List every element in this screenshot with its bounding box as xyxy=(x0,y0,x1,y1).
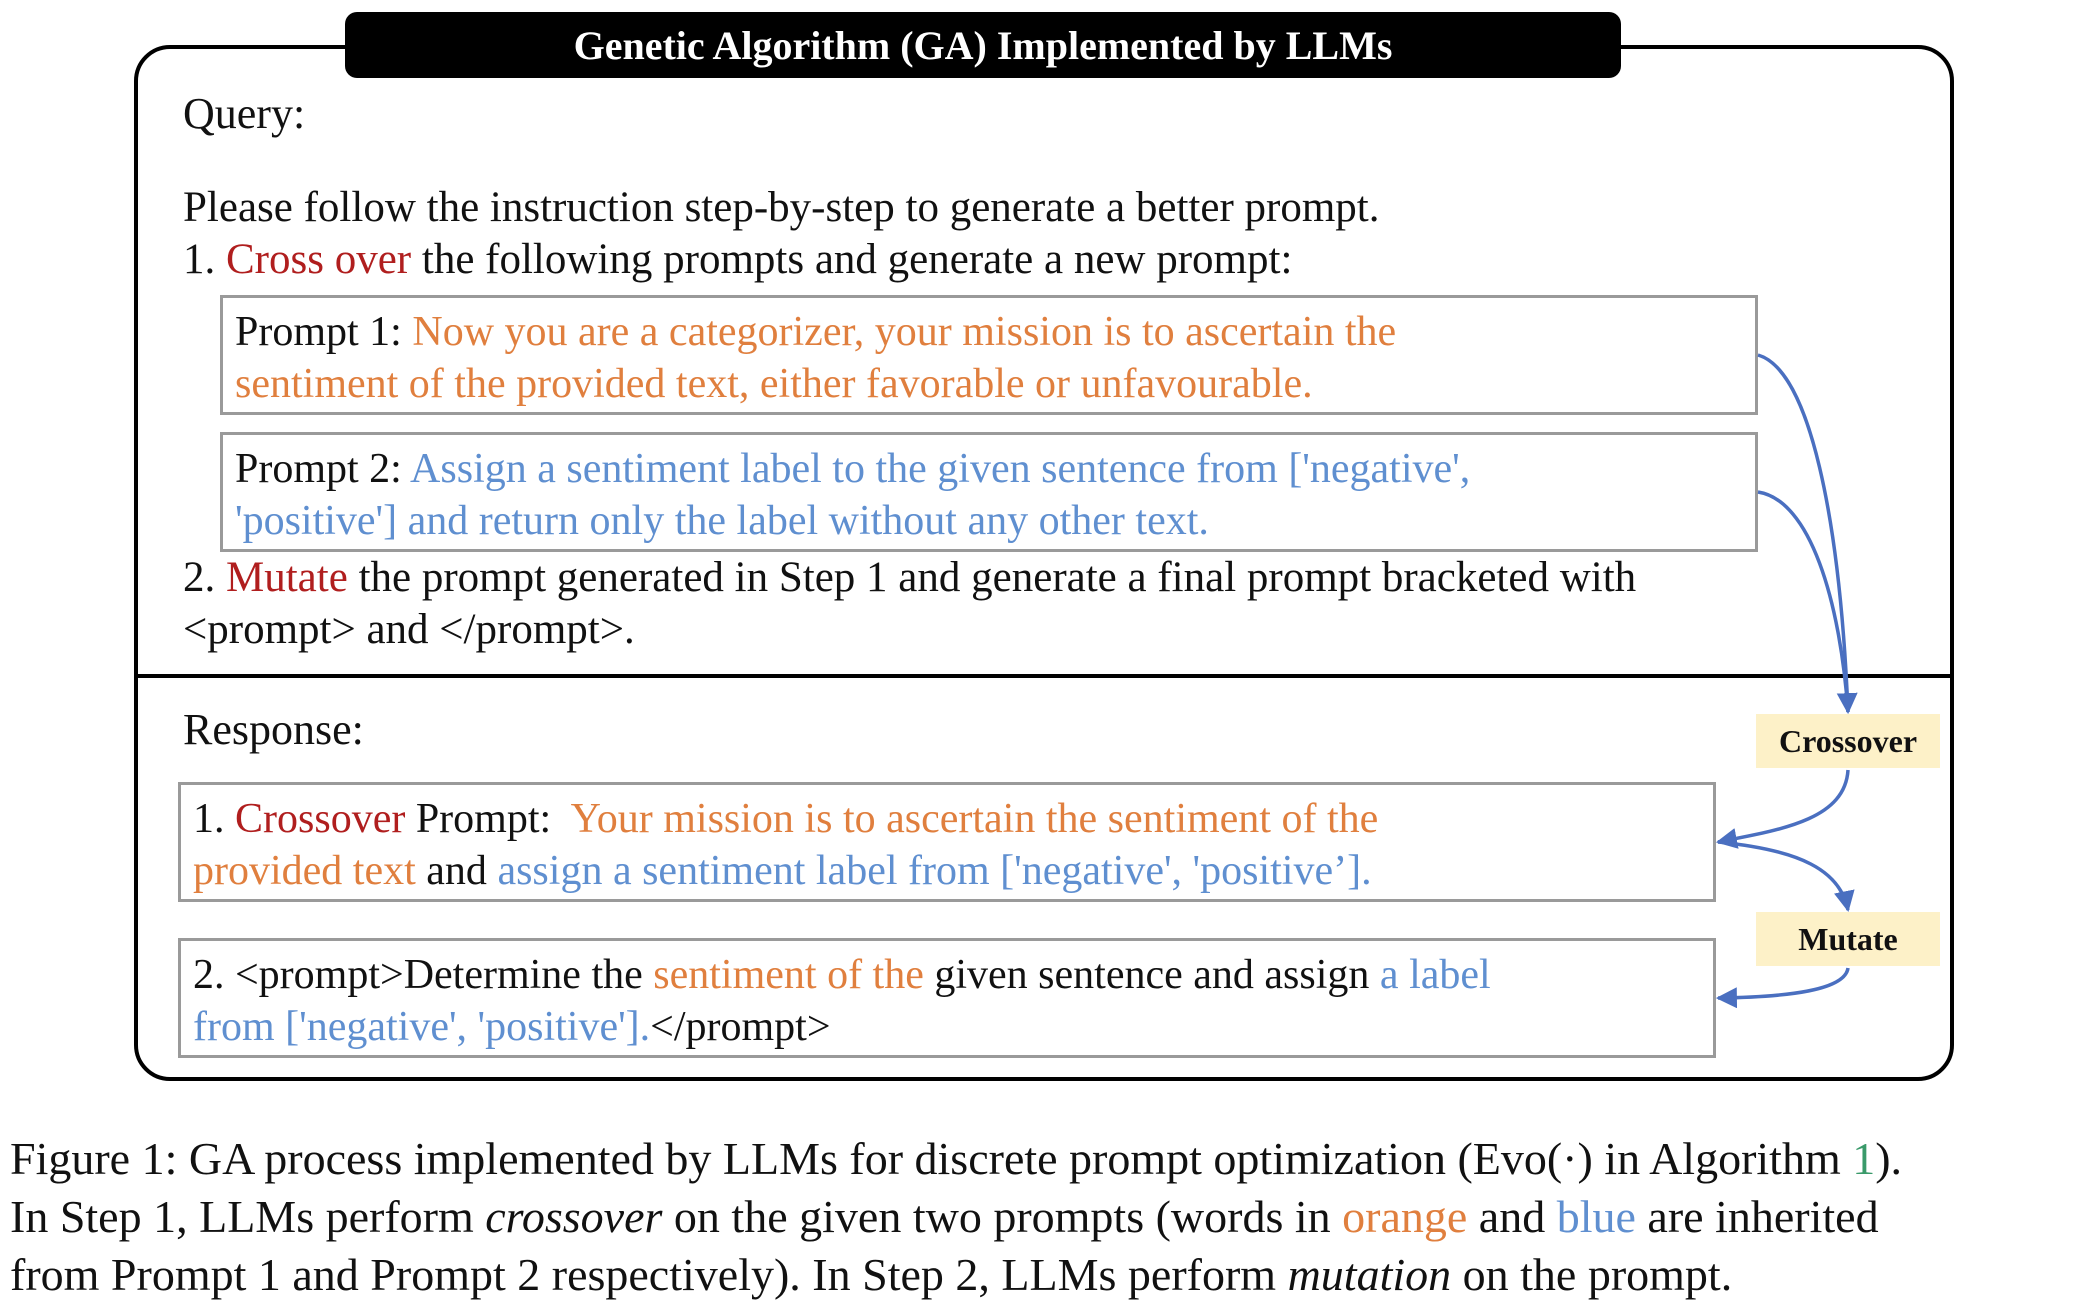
item2-suffix: </prompt> xyxy=(650,1004,831,1050)
caption-l1a: Figure 1: GA process implemented by LLMs for discrete prompt optimization (Evo(·) in Algorithm xyxy=(10,1133,1853,1184)
crossover-tag: Crossover xyxy=(1756,714,1940,768)
mutate-tag: Mutate xyxy=(1756,912,1940,966)
caption-line2 xyxy=(10,1188,2090,1246)
caption-line3 xyxy=(10,1246,2090,1304)
caption-l1b: ). xyxy=(1875,1133,1903,1184)
caption-l2d: are inherited xyxy=(1635,1191,1879,1242)
response-label: Response: xyxy=(183,705,364,754)
prompt2-line1: Assign a sentiment label to the given sentence from ['negative', xyxy=(410,446,1471,492)
step2-keyword: Mutate xyxy=(226,554,348,601)
caption-l2b: on the given two prompts (words in xyxy=(662,1191,1343,1242)
caption-l2a: In Step 1, LLMs perform xyxy=(10,1191,486,1242)
arrow-crossover-to-item1 xyxy=(1718,770,1848,842)
prompt1-line1: Now you are a categorizer, your mission is to ascertain the xyxy=(412,309,1397,355)
item1-keyword: Crossover xyxy=(235,796,406,842)
item1-num: 1. xyxy=(193,796,235,842)
item2-prefix: 2. <prompt>Determine the xyxy=(193,952,654,998)
caption-orange-word: orange xyxy=(1342,1191,1468,1242)
item1-label: Prompt: xyxy=(405,796,571,842)
caption-algorithm-ref[interactable]: 1 xyxy=(1852,1133,1876,1184)
prompt2-line2: 'positive'] and return only the label without any other text. xyxy=(235,498,1209,544)
query-intro: Please follow the instruction step-by-step to generate a better prompt. xyxy=(183,184,1380,231)
arrow-item1-to-mutate xyxy=(1718,842,1848,910)
item2-orange: sentiment of the xyxy=(653,952,924,998)
caption-blue-word: blue xyxy=(1556,1191,1636,1242)
item1-and: and xyxy=(415,848,498,894)
step2-rest: the prompt generated in Step 1 and generate a final prompt bracketed with xyxy=(347,554,1637,601)
prompt2-label: Prompt 2: xyxy=(235,446,411,492)
item2-mid: given sentence and assign xyxy=(923,952,1380,998)
caption-l2c: and xyxy=(1467,1191,1557,1242)
query-label: Query: xyxy=(183,89,306,138)
step1-keyword: Cross over xyxy=(226,236,412,283)
item2-blue2: from ['negative', 'positive']. xyxy=(193,1004,651,1050)
diagram-title: Genetic Algorithm (GA) Implemented by LLMs xyxy=(345,12,1621,78)
item1-orange2: provided text xyxy=(193,848,416,894)
step1-num: 1. xyxy=(183,236,226,283)
arrow-mutate-to-item2 xyxy=(1718,968,1848,998)
step1-rest: the following prompts and generate a new prompt: xyxy=(411,236,1293,283)
prompt1-line2: sentiment of the provided text, either favorable or unfavourable. xyxy=(235,361,1313,407)
prompt1-label: Prompt 1: xyxy=(235,309,413,355)
caption-l3a: from Prompt 1 and Prompt 2 respectively). In Step 2, LLMs perform xyxy=(10,1249,1288,1300)
item1-orange1: Your mission is to ascertain the sentiment of the xyxy=(570,796,1379,842)
figure-caption xyxy=(10,1130,2090,1304)
caption-line1 xyxy=(10,1130,2090,1188)
arrow-prompt1-to-crossover xyxy=(1758,355,1848,712)
caption-l3b: on the prompt. xyxy=(1451,1249,1733,1300)
item2-blue1: a label xyxy=(1379,952,1491,998)
item1-blue: assign a sentiment label from ['negative', 'positive’]. xyxy=(497,848,1372,894)
caption-mutation-term: mutation xyxy=(1287,1249,1452,1300)
caption-crossover-term: crossover xyxy=(485,1191,663,1242)
arrow-prompt2-to-crossover xyxy=(1758,492,1848,712)
step2-line2: <prompt> and </prompt>. xyxy=(183,606,635,653)
step2-num: 2. xyxy=(183,554,226,601)
